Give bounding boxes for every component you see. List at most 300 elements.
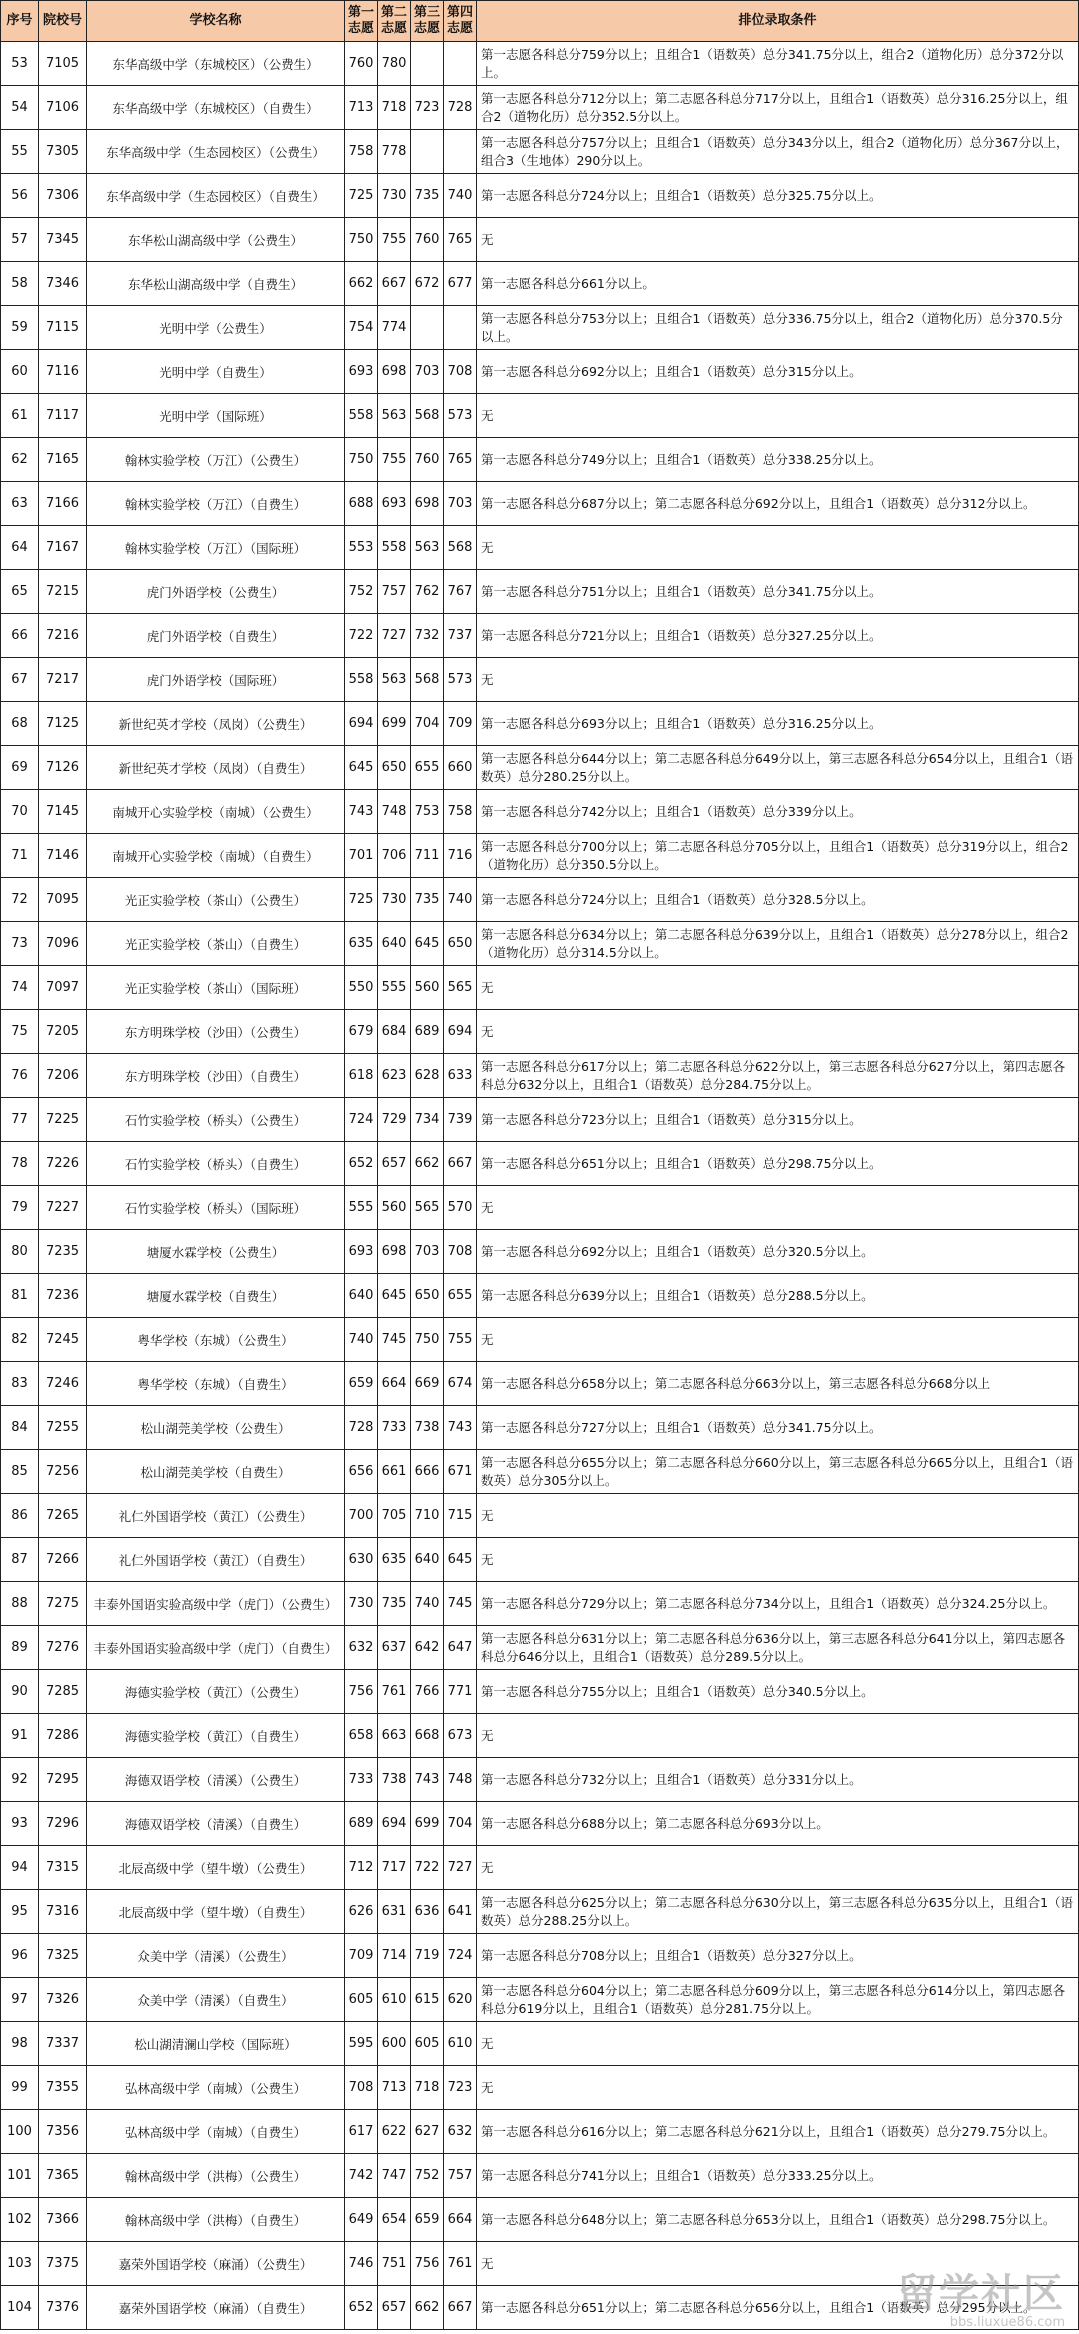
choice-1-score: 712 — [345, 1846, 378, 1890]
school-name: 弘林高级中学（南城）（自费生） — [87, 2110, 345, 2154]
admission-condition: 第一志愿各科总分617分以上；第二志愿各科总分622分以上，第三志愿各科总分627分以上，第四志愿各科总分632分以上，且组合1（语数英）总分284.75分以上。 — [477, 1054, 1079, 1098]
choice-4-score — [444, 306, 477, 350]
table-row — [1, 1318, 1079, 1362]
choice-4-score: 647 — [444, 1626, 477, 1670]
choice-2-score: 729 — [378, 1098, 411, 1142]
school-name: 石竹实验学校（桥头）（国际班） — [87, 1186, 345, 1230]
choice-1-score: 640 — [345, 1274, 378, 1318]
choice-2-score: 563 — [378, 658, 411, 702]
admission-condition: 第一志愿各科总分708分以上；且组合1（语数英）总分327分以上。 — [477, 1934, 1079, 1978]
admission-condition: 第一志愿各科总分700分以上；第二志愿各科总分705分以上，且组合1（语数英）总分319分以上，组合2（道物化历）总分350.5分以上。 — [477, 834, 1079, 878]
school-code: 7256 — [39, 1450, 87, 1494]
header-code: 院校号 — [39, 1, 87, 42]
school-name: 光正实验学校（茶山）（自费生） — [87, 922, 345, 966]
row-index: 84 — [1, 1406, 39, 1450]
table-row — [1, 658, 1079, 702]
table-row — [1, 262, 1079, 306]
choice-4-score: 610 — [444, 2022, 477, 2066]
choice-2-score: 705 — [378, 1494, 411, 1538]
row-index: 96 — [1, 1934, 39, 1978]
school-name: 翰林实验学校（万江）（国际班） — [87, 526, 345, 570]
school-name: 虎门外语学校（国际班） — [87, 658, 345, 702]
choice-4-score: 757 — [444, 2154, 477, 2198]
choice-2-score: 745 — [378, 1318, 411, 1362]
row-index: 57 — [1, 218, 39, 262]
school-code: 7095 — [39, 878, 87, 922]
choice-1-score: 728 — [345, 1406, 378, 1450]
row-index: 102 — [1, 2198, 39, 2242]
admission-condition: 第一志愿各科总分723分以上；且组合1（语数英）总分315分以上。 — [477, 1098, 1079, 1142]
admission-condition: 第一志愿各科总分644分以上；第二志愿各科总分649分以上，第三志愿各科总分654分以上，且组合1（语数英）总分280.25分以上。 — [477, 746, 1079, 790]
table-row — [1, 702, 1079, 746]
choice-1-score: 752 — [345, 570, 378, 614]
choice-2-score: 733 — [378, 1406, 411, 1450]
choice-1-score: 618 — [345, 1054, 378, 1098]
school-name: 海德双语学校（清溪）（自费生） — [87, 1802, 345, 1846]
school-code: 7376 — [39, 2286, 87, 2330]
admission-condition: 第一志愿各科总分729分以上；第二志愿各科总分734分以上，且组合1（语数英）总分324.25分以上。 — [477, 1582, 1079, 1626]
table-row — [1, 526, 1079, 570]
choice-2-score: 778 — [378, 130, 411, 174]
choice-2-score: 654 — [378, 2198, 411, 2242]
row-index: 72 — [1, 878, 39, 922]
choice-3-score: 743 — [411, 1758, 444, 1802]
choice-4-score: 655 — [444, 1274, 477, 1318]
admission-condition: 第一志愿各科总分755分以上；且组合1（语数英）总分340.5分以上。 — [477, 1670, 1079, 1714]
row-index: 65 — [1, 570, 39, 614]
choice-1-score: 700 — [345, 1494, 378, 1538]
choice-4-score: 728 — [444, 86, 477, 130]
choice-2-score: 755 — [378, 218, 411, 262]
choice-1-score: 750 — [345, 218, 378, 262]
table-row — [1, 1538, 1079, 1582]
choice-1-score: 626 — [345, 1890, 378, 1934]
table-row — [1, 1626, 1079, 1670]
admission-condition: 第一志愿各科总分741分以上；且组合1（语数英）总分333.25分以上。 — [477, 2154, 1079, 2198]
school-code: 7355 — [39, 2066, 87, 2110]
choice-3-score: 662 — [411, 2286, 444, 2330]
choice-3-score: 650 — [411, 1274, 444, 1318]
table-row — [1, 306, 1079, 350]
school-name: 北辰高级中学（望牛墩）（公费生） — [87, 1846, 345, 1890]
choice-1-score: 756 — [345, 1670, 378, 1714]
choice-1-score: 679 — [345, 1010, 378, 1054]
choice-4-score: 765 — [444, 218, 477, 262]
choice-2-score: 645 — [378, 1274, 411, 1318]
row-index: 55 — [1, 130, 39, 174]
school-code: 7265 — [39, 1494, 87, 1538]
school-name: 光正实验学校（茶山）（国际班） — [87, 966, 345, 1010]
choice-1-score: 750 — [345, 438, 378, 482]
table-body — [1, 42, 1079, 2330]
admission-condition: 第一志愿各科总分724分以上；且组合1（语数英）总分328.5分以上。 — [477, 878, 1079, 922]
row-index: 101 — [1, 2154, 39, 2198]
school-name: 嘉荣外国语学校（麻涌）（自费生） — [87, 2286, 345, 2330]
header-choice-2: 第二 志愿 — [378, 1, 411, 42]
school-name: 新世纪英才学校（凤岗）（公费生） — [87, 702, 345, 746]
choice-4-score: 703 — [444, 482, 477, 526]
school-code: 7226 — [39, 1142, 87, 1186]
school-code: 7206 — [39, 1054, 87, 1098]
school-name: 海德双语学校（清溪）（公费生） — [87, 1758, 345, 1802]
school-name: 海德实验学校（黄江）（公费生） — [87, 1670, 345, 1714]
row-index: 64 — [1, 526, 39, 570]
school-code: 7166 — [39, 482, 87, 526]
choice-2-score: 718 — [378, 86, 411, 130]
choice-4-score: 724 — [444, 1934, 477, 1978]
table-row — [1, 1978, 1079, 2022]
row-index: 61 — [1, 394, 39, 438]
choice-2-score: 693 — [378, 482, 411, 526]
table-row — [1, 570, 1079, 614]
admission-condition: 无 — [477, 394, 1079, 438]
choice-1-score: 730 — [345, 1582, 378, 1626]
row-index: 93 — [1, 1802, 39, 1846]
school-code: 7146 — [39, 834, 87, 878]
choice-3-score: 718 — [411, 2066, 444, 2110]
row-index: 100 — [1, 2110, 39, 2154]
school-name: 虎门外语学校（自费生） — [87, 614, 345, 658]
choice-1-score: 758 — [345, 130, 378, 174]
table-row — [1, 1802, 1079, 1846]
school-code: 7375 — [39, 2242, 87, 2286]
school-code: 7325 — [39, 1934, 87, 1978]
admission-condition: 无 — [477, 2066, 1079, 2110]
choice-4-score: 671 — [444, 1450, 477, 1494]
row-index: 58 — [1, 262, 39, 306]
choice-1-score: 701 — [345, 834, 378, 878]
choice-3-score: 565 — [411, 1186, 444, 1230]
admission-condition: 第一志愿各科总分732分以上；且组合1（语数英）总分331分以上。 — [477, 1758, 1079, 1802]
choice-2-score: 657 — [378, 1142, 411, 1186]
choice-4-score: 708 — [444, 1230, 477, 1274]
admission-condition: 第一志愿各科总分634分以上；第二志愿各科总分639分以上，且组合1（语数英）总分278分以上，组合2（道物化历）总分314.5分以上。 — [477, 922, 1079, 966]
school-code: 7116 — [39, 350, 87, 394]
choice-1-score: 722 — [345, 614, 378, 658]
admission-condition: 第一志愿各科总分692分以上；且组合1（语数英）总分320.5分以上。 — [477, 1230, 1079, 1274]
choice-3-score: 568 — [411, 658, 444, 702]
admission-condition: 第一志愿各科总分651分以上；且组合1（语数英）总分298.75分以上。 — [477, 1142, 1079, 1186]
school-code: 7365 — [39, 2154, 87, 2198]
school-code: 7315 — [39, 1846, 87, 1890]
row-index: 53 — [1, 42, 39, 86]
school-name: 虎门外语学校（公费生） — [87, 570, 345, 614]
table-row — [1, 1846, 1079, 1890]
choice-1-score: 689 — [345, 1802, 378, 1846]
choice-2-score: 600 — [378, 2022, 411, 2066]
row-index: 87 — [1, 1538, 39, 1582]
choice-3-score: 740 — [411, 1582, 444, 1626]
choice-3-score: 723 — [411, 86, 444, 130]
choice-4-score — [444, 130, 477, 174]
school-code: 7115 — [39, 306, 87, 350]
choice-1-score: 688 — [345, 482, 378, 526]
choice-2-score: 610 — [378, 1978, 411, 2022]
header-choice-3: 第三 志愿 — [411, 1, 444, 42]
choice-4-score: 765 — [444, 438, 477, 482]
choice-2-score: 738 — [378, 1758, 411, 1802]
school-name: 东华松山湖高级中学（公费生） — [87, 218, 345, 262]
choice-1-score: 760 — [345, 42, 378, 86]
choice-4-score: 758 — [444, 790, 477, 834]
row-index: 81 — [1, 1274, 39, 1318]
row-index: 59 — [1, 306, 39, 350]
school-name: 礼仁外国语学校（黄江）（自费生） — [87, 1538, 345, 1582]
choice-2-score: 706 — [378, 834, 411, 878]
school-code: 7227 — [39, 1186, 87, 1230]
table-row — [1, 1670, 1079, 1714]
table-row — [1, 1406, 1079, 1450]
table-row — [1, 1054, 1079, 1098]
choice-1-score: 740 — [345, 1318, 378, 1362]
choice-3-score: 750 — [411, 1318, 444, 1362]
table-row — [1, 878, 1079, 922]
choice-1-score: 662 — [345, 262, 378, 306]
choice-2-score: 747 — [378, 2154, 411, 2198]
watermark — [897, 2262, 1065, 2330]
choice-3-score: 752 — [411, 2154, 444, 2198]
school-name: 塘厦水霖学校（自费生） — [87, 1274, 345, 1318]
table-row — [1, 394, 1079, 438]
choice-3-score: 710 — [411, 1494, 444, 1538]
choice-2-score: 560 — [378, 1186, 411, 1230]
table-row — [1, 1230, 1079, 1274]
row-index: 92 — [1, 1758, 39, 1802]
table-row — [1, 130, 1079, 174]
school-code: 7106 — [39, 86, 87, 130]
school-name: 粤华学校（东城）（公费生） — [87, 1318, 345, 1362]
choice-1-score: 709 — [345, 1934, 378, 1978]
choice-1-score: 724 — [345, 1098, 378, 1142]
admission-condition: 第一志愿各科总分631分以上；第二志愿各科总分636分以上，第三志愿各科总分641分以上，第四志愿各科总分646分以上，且组合1（语数英）总分289.5分以上。 — [477, 1626, 1079, 1670]
choice-1-score: 652 — [345, 2286, 378, 2330]
choice-2-score: 735 — [378, 1582, 411, 1626]
choice-4-score: 755 — [444, 1318, 477, 1362]
admission-condition: 无 — [477, 658, 1079, 702]
choice-4-score — [444, 42, 477, 86]
choice-2-score: 694 — [378, 1802, 411, 1846]
school-name: 光明中学（公费生） — [87, 306, 345, 350]
choice-3-score: 666 — [411, 1450, 444, 1494]
row-index: 68 — [1, 702, 39, 746]
choice-2-score: 558 — [378, 526, 411, 570]
choice-4-score: 743 — [444, 1406, 477, 1450]
school-code: 7276 — [39, 1626, 87, 1670]
school-name: 东华高级中学（生态园校区）（自费生） — [87, 174, 345, 218]
choice-4-score: 715 — [444, 1494, 477, 1538]
row-index: 95 — [1, 1890, 39, 1934]
row-index: 88 — [1, 1582, 39, 1626]
choice-4-score: 570 — [444, 1186, 477, 1230]
school-name: 东华高级中学（东城校区）（公费生） — [87, 42, 345, 86]
watermark-url: bbs.liuxue86.com — [949, 2315, 1065, 2330]
school-code: 7215 — [39, 570, 87, 614]
school-code: 7366 — [39, 2198, 87, 2242]
choice-3-score: 628 — [411, 1054, 444, 1098]
row-index: 104 — [1, 2286, 39, 2330]
table-row — [1, 1274, 1079, 1318]
choice-1-score: 645 — [345, 746, 378, 790]
table-row — [1, 174, 1079, 218]
choice-2-score: 780 — [378, 42, 411, 86]
choice-3-score: 672 — [411, 262, 444, 306]
choice-3-score: 735 — [411, 878, 444, 922]
school-code: 7337 — [39, 2022, 87, 2066]
choice-1-score: 550 — [345, 966, 378, 1010]
choice-1-score: 630 — [345, 1538, 378, 1582]
school-name: 南城开心实验学校（南城）（自费生） — [87, 834, 345, 878]
table-row — [1, 1494, 1079, 1538]
school-code: 7285 — [39, 1670, 87, 1714]
table-row — [1, 922, 1079, 966]
choice-3-score: 732 — [411, 614, 444, 658]
school-code: 7296 — [39, 1802, 87, 1846]
table-row — [1, 1582, 1079, 1626]
row-index: 82 — [1, 1318, 39, 1362]
admission-condition: 第一志愿各科总分751分以上；且组合1（语数英）总分341.75分以上。 — [477, 570, 1079, 614]
choice-4-score: 660 — [444, 746, 477, 790]
table-row — [1, 2022, 1079, 2066]
choice-1-score: 713 — [345, 86, 378, 130]
school-name: 丰泰外国语实验高级中学（虎门）（自费生） — [87, 1626, 345, 1670]
school-name: 礼仁外国语学校（黄江）（公费生） — [87, 1494, 345, 1538]
school-code: 7205 — [39, 1010, 87, 1054]
choice-2-score: 563 — [378, 394, 411, 438]
admission-condition: 第一志愿各科总分757分以上；且组合1（语数英）总分343分以上，组合2（道物化历）总分367分以上，组合3（生地体）290分以上。 — [477, 130, 1079, 174]
school-name: 众美中学（清溪）（公费生） — [87, 1934, 345, 1978]
table-row — [1, 218, 1079, 262]
school-code: 7326 — [39, 1978, 87, 2022]
school-name: 东华松山湖高级中学（自费生） — [87, 262, 345, 306]
table-row — [1, 1010, 1079, 1054]
choice-2-score: 635 — [378, 1538, 411, 1582]
choice-3-score: 605 — [411, 2022, 444, 2066]
choice-2-score: 730 — [378, 878, 411, 922]
table-row — [1, 1098, 1079, 1142]
row-index: 74 — [1, 966, 39, 1010]
choice-2-score: 684 — [378, 1010, 411, 1054]
choice-2-score: 699 — [378, 702, 411, 746]
row-index: 77 — [1, 1098, 39, 1142]
choice-3-score: 738 — [411, 1406, 444, 1450]
choice-3-score: 734 — [411, 1098, 444, 1142]
school-name: 翰林实验学校（万江）（自费生） — [87, 482, 345, 526]
choice-3-score: 698 — [411, 482, 444, 526]
row-index: 80 — [1, 1230, 39, 1274]
school-code: 7145 — [39, 790, 87, 834]
choice-4-score: 745 — [444, 1582, 477, 1626]
choice-3-score: 640 — [411, 1538, 444, 1582]
admission-condition: 无 — [477, 1538, 1079, 1582]
table-row — [1, 834, 1079, 878]
school-name: 东方明珠学校（沙田）（公费生） — [87, 1010, 345, 1054]
school-code: 7246 — [39, 1362, 87, 1406]
choice-4-score: 740 — [444, 174, 477, 218]
row-index: 98 — [1, 2022, 39, 2066]
choice-3-score: 703 — [411, 1230, 444, 1274]
table-row — [1, 1890, 1079, 1934]
choice-3-score: 627 — [411, 2110, 444, 2154]
choice-3-score: 668 — [411, 1714, 444, 1758]
admission-condition: 第一志愿各科总分688分以上；第二志愿各科总分693分以上。 — [477, 1802, 1079, 1846]
table-row — [1, 614, 1079, 658]
choice-3-score: 568 — [411, 394, 444, 438]
admission-condition: 第一志愿各科总分727分以上；且组合1（语数英）总分341.75分以上。 — [477, 1406, 1079, 1450]
choice-1-score: 558 — [345, 394, 378, 438]
school-name: 石竹实验学校（桥头）（公费生） — [87, 1098, 345, 1142]
admission-condition: 第一志愿各科总分604分以上；第二志愿各科总分609分以上，第三志愿各科总分614分以上，第四志愿各科总分619分以上，且组合1（语数英）总分281.75分以上。 — [477, 1978, 1079, 2022]
header-choice-1: 第一 志愿 — [345, 1, 378, 42]
admission-condition: 第一志愿各科总分721分以上；且组合1（语数英）总分327.25分以上。 — [477, 614, 1079, 658]
choice-4-score: 771 — [444, 1670, 477, 1714]
choice-3-score: 762 — [411, 570, 444, 614]
choice-4-score: 767 — [444, 570, 477, 614]
choice-4-score: 761 — [444, 2242, 477, 2286]
row-index: 75 — [1, 1010, 39, 1054]
school-name: 南城开心实验学校（南城）（公费生） — [87, 790, 345, 834]
choice-4-score: 708 — [444, 350, 477, 394]
choice-3-score: 655 — [411, 746, 444, 790]
choice-2-score: 623 — [378, 1054, 411, 1098]
choice-1-score: 649 — [345, 2198, 378, 2242]
school-name: 东方明珠学校（沙田）（自费生） — [87, 1054, 345, 1098]
choice-4-score: 650 — [444, 922, 477, 966]
choice-3-score: 753 — [411, 790, 444, 834]
choice-1-score: 605 — [345, 1978, 378, 2022]
choice-4-score: 716 — [444, 834, 477, 878]
school-name: 众美中学（清溪）（自费生） — [87, 1978, 345, 2022]
choice-3-score: 711 — [411, 834, 444, 878]
row-index: 83 — [1, 1362, 39, 1406]
school-code: 7346 — [39, 262, 87, 306]
school-code: 7286 — [39, 1714, 87, 1758]
choice-1-score: 617 — [345, 2110, 378, 2154]
choice-4-score: 673 — [444, 1714, 477, 1758]
choice-4-score: 645 — [444, 1538, 477, 1582]
choice-4-score: 573 — [444, 394, 477, 438]
school-name: 松山湖莞美学校（自费生） — [87, 1450, 345, 1494]
row-index: 70 — [1, 790, 39, 834]
admission-condition: 无 — [477, 1714, 1079, 1758]
row-index: 86 — [1, 1494, 39, 1538]
choice-1-score: 555 — [345, 1186, 378, 1230]
admission-condition: 第一志愿各科总分616分以上；第二志愿各科总分621分以上，且组合1（语数英）总分279.75分以上。 — [477, 2110, 1079, 2154]
choice-2-score: 748 — [378, 790, 411, 834]
admission-condition: 无 — [477, 1010, 1079, 1054]
row-index: 90 — [1, 1670, 39, 1714]
choice-2-score: 664 — [378, 1362, 411, 1406]
school-name: 东华高级中学（生态园校区）（公费生） — [87, 130, 345, 174]
table-row — [1, 790, 1079, 834]
choice-4-score: 667 — [444, 2286, 477, 2330]
admission-condition: 第一志愿各科总分759分以上；且组合1（语数英）总分341.75分以上，组合2（道物化历）总分372分以上。 — [477, 42, 1079, 86]
choice-2-score: 657 — [378, 2286, 411, 2330]
choice-1-score: 754 — [345, 306, 378, 350]
choice-1-score: 693 — [345, 1230, 378, 1274]
school-code: 7306 — [39, 174, 87, 218]
admission-condition: 第一志愿各科总分724分以上；且组合1（语数英）总分325.75分以上。 — [477, 174, 1079, 218]
school-code: 7117 — [39, 394, 87, 438]
choice-2-score: 555 — [378, 966, 411, 1010]
choice-1-score: 693 — [345, 350, 378, 394]
choice-2-score: 757 — [378, 570, 411, 614]
choice-3-score: 756 — [411, 2242, 444, 2286]
header-choice-4: 第四 志愿 — [444, 1, 477, 42]
school-code: 7316 — [39, 1890, 87, 1934]
school-code: 7105 — [39, 42, 87, 86]
school-name: 粤华学校（东城）（自费生） — [87, 1362, 345, 1406]
admission-condition: 无 — [477, 2022, 1079, 2066]
